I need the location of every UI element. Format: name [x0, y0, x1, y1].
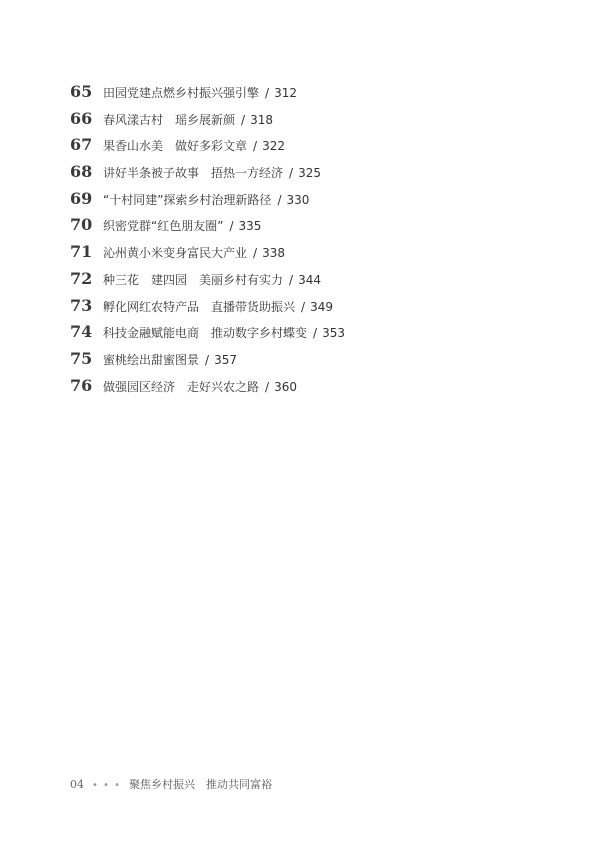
- toc-entry-title: 种三花 建四园 美丽乡村有实力: [103, 272, 284, 287]
- toc-entry[interactable]: [70, 322, 550, 349]
- toc-entry-page: 344: [298, 272, 321, 287]
- toc-entry-page: 338: [262, 246, 285, 261]
- toc-separator: /: [301, 299, 306, 314]
- toc-entry-page: 325: [298, 166, 321, 181]
- toc-separator: /: [205, 352, 210, 367]
- toc-entry-number: 70: [70, 215, 93, 235]
- toc-entry-number: 76: [70, 375, 93, 395]
- toc-separator: /: [265, 86, 270, 100]
- toc-separator: /: [277, 192, 282, 207]
- toc-entry-number: 72: [70, 268, 93, 288]
- toc-entry-page: 360: [274, 379, 297, 394]
- toc-separator: /: [289, 166, 294, 181]
- toc-entry-number: 71: [70, 242, 93, 262]
- toc-entry-page: 318: [250, 112, 273, 127]
- toc-entry[interactable]: [70, 269, 550, 296]
- toc-entry[interactable]: [70, 135, 550, 162]
- toc-entry-page: 330: [286, 192, 310, 207]
- toc-entry-title: 织密党群“红色朋友圈”: [103, 219, 224, 234]
- toc-entry-page: 357: [214, 352, 237, 367]
- toc-separator: /: [241, 112, 246, 127]
- toc-separator: /: [313, 326, 318, 341]
- toc-entry[interactable]: [70, 162, 550, 189]
- toc-entry-title: 蜜桃绘出甜蜜图景: [103, 352, 200, 367]
- toc-entry-title: 沁州黄小米变身富民大产业: [103, 246, 248, 261]
- toc-entry-page: 353: [322, 326, 345, 341]
- toc-entry-page: 335: [238, 219, 262, 234]
- toc-entry-number: 69: [70, 188, 93, 208]
- toc-entry[interactable]: [70, 109, 550, 136]
- toc-entry-page: 322: [262, 139, 285, 154]
- toc-entry-number: 65: [70, 82, 93, 101]
- toc-separator: /: [253, 246, 258, 261]
- toc-separator: /: [265, 379, 270, 394]
- toc-entry-title: 讲好半条被子故事 捂热一方经济: [103, 166, 284, 181]
- toc-entry[interactable]: [70, 82, 550, 109]
- toc-entry-title: 孵化网红农特产品 直播带货助振兴: [103, 299, 296, 314]
- toc-entry-title: 春风漾古村 瑶乡展新颜: [103, 112, 236, 127]
- toc-entry-title: “十村同建”探索乡村治理新路径: [103, 192, 272, 207]
- toc-entry-number: 66: [70, 108, 93, 128]
- toc-entry[interactable]: [70, 349, 550, 376]
- toc-entry[interactable]: [70, 189, 550, 216]
- toc-separator: /: [289, 272, 294, 287]
- toc-entry-title: 做强园区经济 走好兴农之路: [103, 379, 260, 394]
- table-of-contents: [70, 82, 550, 402]
- toc-entry-page: 349: [310, 299, 333, 314]
- toc-entry-title: 果香山水美 做好多彩文章: [103, 139, 248, 154]
- toc-entry-number: 74: [70, 322, 93, 342]
- book-title: 聚焦乡村振兴 推动共同富裕: [129, 778, 273, 791]
- toc-entry-number: 68: [70, 162, 93, 182]
- toc-separator: /: [229, 219, 234, 234]
- footer-dots: • • •: [92, 780, 122, 791]
- toc-entry-title: 田园党建点燃乡村振兴强引擎: [103, 86, 260, 100]
- page-footer: [70, 776, 272, 792]
- toc-entry[interactable]: [70, 242, 550, 269]
- toc-separator: /: [253, 139, 258, 154]
- toc-entry-page: 312: [274, 86, 297, 100]
- toc-entry[interactable]: [70, 296, 550, 323]
- toc-entry[interactable]: [70, 215, 550, 242]
- toc-entry-number: 75: [70, 348, 93, 368]
- toc-entry-title: 科技金融赋能电商 推动数字乡村蝶变: [103, 326, 308, 341]
- toc-entry-number: 67: [70, 135, 93, 155]
- toc-entry[interactable]: [70, 376, 550, 403]
- toc-entry-number: 73: [70, 295, 93, 315]
- page-number: 04: [70, 778, 84, 791]
